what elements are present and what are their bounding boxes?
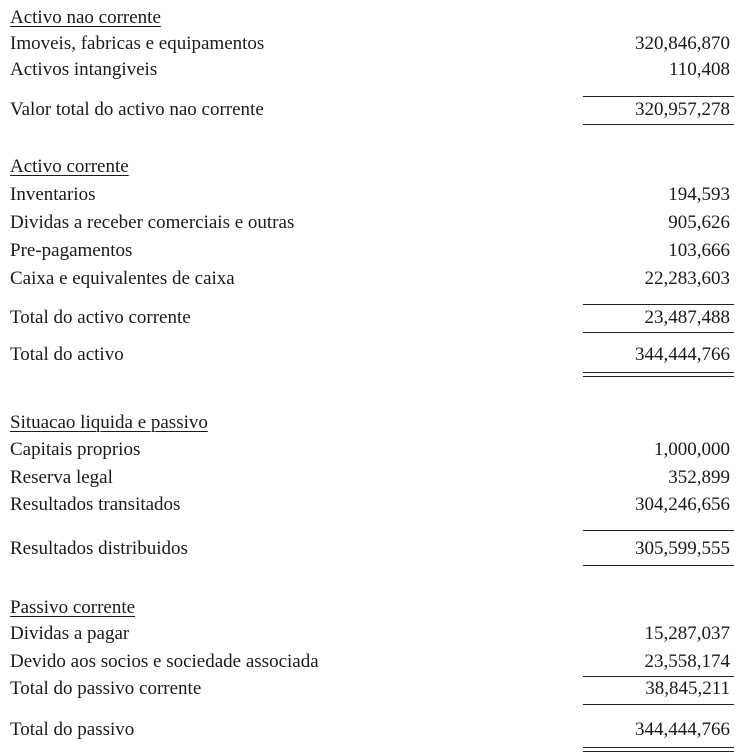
section-header-situacao-liquida: Situacao liquida e passivo [10, 412, 208, 433]
row-value: 23,558,174 [644, 651, 730, 672]
table-row [0, 267, 742, 291]
table-row [0, 650, 742, 674]
row-value: 905,626 [668, 212, 730, 233]
grand-total-label: Total do passivo [10, 719, 135, 740]
section-header-row [0, 6, 742, 30]
row-value: 304,246,656 [635, 494, 730, 515]
total-row [0, 537, 742, 561]
row-label: Caixa e equivalentes de caixa [10, 268, 235, 289]
section-header-activo-corrente: Activo corrente [10, 156, 129, 177]
grand-total-value: 344,444,766 [635, 344, 730, 365]
table-row [0, 32, 742, 56]
grand-total-double-rule [583, 372, 734, 377]
row-value: 15,287,037 [644, 623, 730, 644]
total-value: 23,487,488 [644, 307, 730, 328]
row-label: Dividas a pagar [10, 623, 130, 644]
row-label: Capitais proprios [10, 439, 141, 460]
row-value: 110,408 [668, 59, 730, 80]
section-header-activo-nao-corrente: Activo nao corrente [10, 7, 161, 28]
total-label: Valor total do activo nao corrente [10, 99, 264, 120]
total-underline-rule [583, 704, 734, 705]
section-header-row [0, 596, 742, 620]
row-value: 352,899 [668, 467, 730, 488]
row-label: Dividas a receber comerciais e outras [10, 212, 295, 233]
subtotal-rule [583, 96, 734, 97]
table-row [0, 183, 742, 207]
row-value: 194,593 [668, 184, 730, 205]
total-underline-rule [583, 565, 734, 566]
row-value: 320,846,870 [635, 33, 730, 54]
row-label: Resultados transitados [10, 494, 181, 515]
table-row [0, 622, 742, 646]
section-header-row [0, 411, 742, 435]
row-label: Activos intangiveis [10, 59, 158, 80]
row-value: 103,666 [668, 240, 730, 261]
total-row [0, 306, 742, 330]
row-value: 22,283,603 [644, 268, 730, 289]
total-row [0, 677, 742, 701]
subtotal-rule [583, 530, 734, 531]
total-value: 305,599,555 [635, 538, 730, 559]
total-value: 320,957,278 [635, 99, 730, 120]
section-header-passivo-corrente: Passivo corrente [10, 597, 136, 618]
grand-total-label: Total do activo [10, 344, 124, 365]
row-value: 1,000,000 [654, 439, 730, 460]
grand-total-row [0, 343, 742, 367]
total-row [0, 98, 742, 122]
total-underline-rule [583, 124, 734, 125]
table-row [0, 58, 742, 82]
table-row [0, 493, 742, 517]
total-label: Total do passivo corrente [10, 678, 202, 699]
row-label: Reserva legal [10, 467, 113, 488]
subtotal-rule [583, 304, 734, 305]
row-label: Inventarios [10, 184, 96, 205]
total-label: Total do activo corrente [10, 307, 191, 328]
row-label: Imoveis, fabricas e equipamentos [10, 33, 265, 54]
grand-total-row [0, 718, 742, 742]
table-row [0, 211, 742, 235]
row-label: Devido aos socios e sociedade associada [10, 651, 319, 672]
grand-total-value: 344,444,766 [635, 719, 730, 740]
row-label: Pre-pagamentos [10, 240, 133, 261]
table-row [0, 466, 742, 490]
table-row [0, 438, 742, 462]
table-row [0, 239, 742, 263]
total-label: Resultados distribuidos [10, 538, 188, 559]
grand-total-double-rule [583, 747, 734, 752]
total-underline-rule [583, 332, 734, 333]
section-header-row [0, 155, 742, 179]
total-value: 38,845,211 [645, 678, 730, 699]
